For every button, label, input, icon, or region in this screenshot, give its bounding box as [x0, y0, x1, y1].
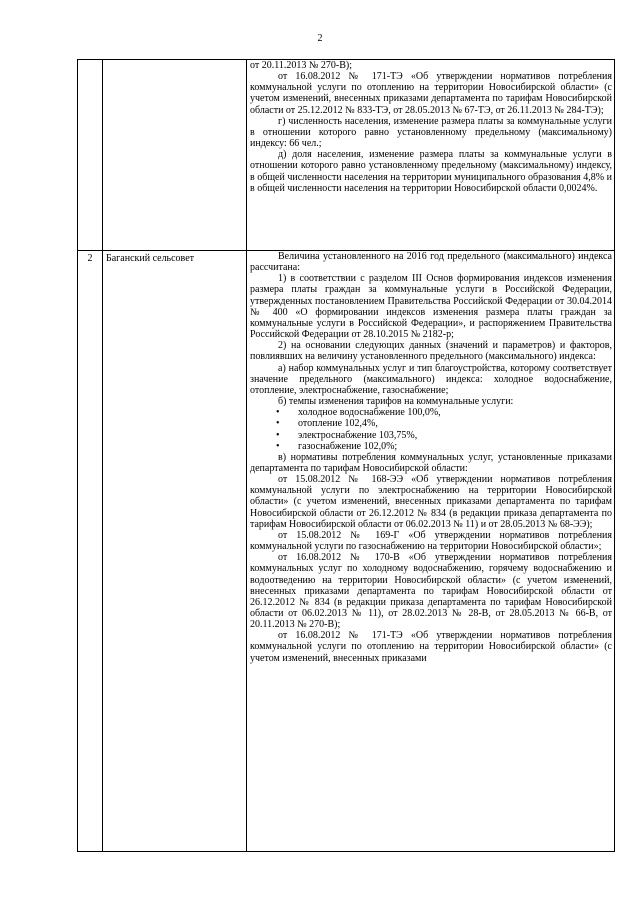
- paragraph: д) доля населения, изменение размера платы за коммунальные услуги в отношении которого равно установленному предельному (максимальному) индексу, в общей численности населения на территории муниципального образования 4,8% и в общей численности населения на территории Новосибирской области 0,0024%.: [250, 149, 612, 194]
- justification-cell: [247, 251, 615, 852]
- justification-cell: [247, 60, 615, 251]
- list-item: [276, 429, 612, 441]
- paragraph: в) нормативы потребления коммунальных услуг, установленные приказами департамента по тарифам Новосибирской области:: [250, 451, 612, 474]
- paragraph: от 16.08.2012 № 171-ТЭ «Об утверждении нормативов потребления коммунальной услуги по отоплению на территории Новосибирской области» (с учетом изменений, внесенных приказами: [250, 630, 612, 664]
- bullet-icon: •: [276, 440, 280, 452]
- list-item-text: холодное водоснабжение 100,0%,: [298, 407, 441, 419]
- paragraph: от 16.08.2012 № 171-ТЭ «Об утверждении нормативов потребления коммунальной услуги по отоплению на территории Новосибирской области» (с учетом изменений, внесенных приказами департамента по тарифам Новосибирской области от 25.12.2012 № 833-ТЭ, от 28.05.2013 № 67-ТЭ, от 26.11.2013 № 284-ТЭ);: [250, 71, 612, 116]
- list-item: [276, 418, 612, 430]
- paragraph: г) численность населения, изменение размера платы за коммунальные услуги в отношении которого равно установленному предельному (максимальному) индексу: 66 чел.;: [250, 115, 612, 150]
- paragraph: 1) в соответствии с разделом III Основ формирования индексов изменения размера платы граждан за коммунальные услуги в Российской Федерации, утвержденных постановлением Правительства Российской Федерации от 30.04.2014 № 400 «О формировании индексов изменения размера платы граждан за коммунальные услуги в Российской Федерации», и распоряжением Правительства Российской Федерации от 28.10.2015 № 2182-р;: [250, 273, 612, 341]
- list-item-text: отопление 102,4%,: [298, 418, 378, 430]
- indices-table: [77, 59, 615, 852]
- bullet-icon: •: [276, 407, 280, 419]
- table-row: [78, 251, 615, 852]
- municipality-name-cell: Баганский сельсовет: [103, 251, 247, 852]
- row-number-cell: [78, 60, 103, 251]
- paragraph: 2) на основании следующих данных (значений и параметров) и факторов, повлиявших на величину установленного предельного (максимального) индекса:: [250, 340, 612, 363]
- bullet-icon: •: [276, 418, 280, 430]
- bullet-icon: •: [276, 429, 280, 441]
- paragraph: а) набор коммунальных услуг и тип благоустройства, которому соответствует значение предельного (максимального) индекса: холодное водоснабжение, отопление, электроснабжение, газоснабжение;: [250, 362, 612, 396]
- paragraph: от 16.08.2012 № 170-В «Об утверждении нормативов потребления коммунальных услуг по холодному водоснабжению, горячему водоснабжению и водоотведению на территории Новосибирской области» (с учетом изменений, внесенных приказами департамента по тарифам Новосибирской области от 26.12.2012 № 834 (в редакции приказа департамента по тарифам Новосибирской области от 06.02.2013 № 11), от 28.02.2013 № 28-В, от 28.05.2013 № 66-В, от 20.11.2013 № 270-В);: [250, 552, 612, 631]
- table-row: [78, 60, 615, 251]
- list-item: [276, 440, 612, 452]
- municipality-name-cell: [103, 60, 247, 251]
- tariff-bullet-list: [250, 407, 612, 452]
- paragraph: от 20.11.2013 № 270-В);: [250, 60, 353, 71]
- paragraph: Величина установленного на 2016 год предельного (максимального) индекса рассчитана:: [250, 251, 612, 274]
- list-item-text: газоснабжение 102,0%;: [298, 440, 398, 452]
- paragraph: б) темпы изменения тарифов на коммунальные услуги:: [278, 396, 514, 408]
- row-number-cell: 2: [78, 251, 103, 852]
- list-item: [276, 407, 612, 419]
- paragraph: от 15.08.2012 № 168-ЭЭ «Об утверждении нормативов потребления коммунальной услуги по электроснабжению на территории Новосибирской области» (с учетом изменений, внесенных приказами департамента по тарифам Новосибирской области от 26.12.2012 № 834 (в редакции приказа департамента по тарифам Новосибирской области от 06.02.2013 № 11) и от 28.05.2013 № 68-ЭЭ);: [250, 474, 612, 530]
- paragraph: от 15.08.2012 № 169-Г «Об утверждении нормативов потребления коммунальной услуги по газоснабжению на территории Новосибирской области»;: [250, 529, 612, 553]
- list-item-text: электроснабжение 103,75%,: [298, 429, 418, 441]
- page-number: 2: [317, 33, 323, 44]
